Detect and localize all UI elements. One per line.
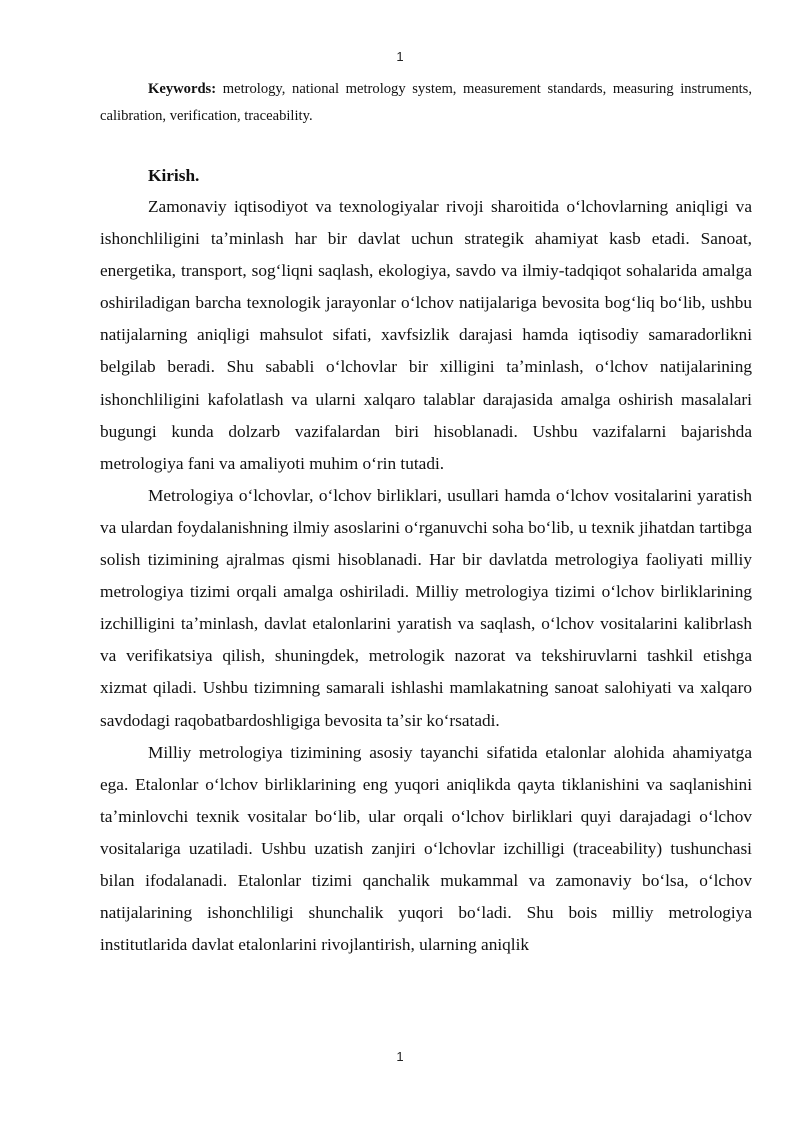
paragraph-1: Zamonaviy iqtisodiyot va texnologiyalar rivoji sharoitida oʻlchovlarning aniqligi va ishonchliligini taʼminlash har bir davlat uchun strategik ahamiyat kasb etadi. Sanoat, energetika, transport, sogʻliqni saqlash, ekologiya, savdo va ilmiy-tadqiqot sohalarida amalga oshiriladigan barcha texnologik jarayonlar oʻlchov natijalariga bevosita bogʻliq boʻlib, ushbu natijalarning aniqligi mahsulot sifati, xavfsizlik darajasi hamda iqtisodiy samaradorlikni belgilab beradi. Shu sababli oʻlchovlar bir xilligini taʼminlash, oʻlchov natijalarining ishonchliligini kafolatlash va ularni xalqaro talablar darajasida amalga oshirish masalalari bugungi kunda dolzarb vazifalardan biri hisoblanadi. Ushbu vazifalarni bajarishda metrologiya fani va amaliyoti muhim oʻrin tutadi.	[100, 197, 752, 473]
page-number-top: 1	[396, 49, 404, 64]
keywords-paragraph	[100, 76, 752, 130]
page-number-bottom: 1	[396, 1049, 404, 1064]
section-heading: Kirish.	[148, 166, 200, 185]
paragraph-3: Milliy metrologiya tizimining asosiy tayanchi sifatida etalonlar alohida ahamiyatga ega. Etalonlar oʻlchov birliklarining eng yuqori aniqlikda qayta tiklanishini va saqlanishini taʼminlovchi texnik vositalar boʻlib, ular orqali oʻlchov birliklari quyi darajadagi oʻlchov vositalariga uzatiladi. Ushbu uzatish zanjiri oʻlchovlar izchilligi (traceability) tushunchasi bilan ifodalanadi. Etalonlar tizimi qanchalik mukammal va zamonaviy boʻlsa, oʻlchov natijalarining ishonchliligi shunchalik yuqori boʻladi. Shu bois milliy metrologiya institutlarida davlat etalonlarini rivojlantirish, ularning aniqlik	[100, 742, 752, 955]
keywords-label: Keywords:	[148, 81, 217, 97]
keywords-text: metrology, national metrology system, measurement standards, measuring instruments, calibration, verification, traceability.	[100, 81, 753, 124]
paragraph-2: Metrologiya oʻlchovlar, oʻlchov birliklari, usullari hamda oʻlchov vositalarini yaratish va ulardan foydalanishning ilmiy asoslarini oʻrganuvchi soha boʻlib, u texnik jihatdan tartibga solish tizimining ajralmas qismi hisoblanadi. Har bir davlatda metrologiya faoliyati milliy metrologiya tizimi orqali amalga oshiriladi. Milliy metrologiya tizimi oʻlchov birliklarining izchilligini taʼminlash, davlat etalonlarini yaratish va saqlash, oʻlchov vositalarini kalibrlash va verifikatsiya qilish, shuningdek, metrologik nazorat va tekshiruvlarni tashkil etishga xizmat qiladi. Ushbu tizimning samarali ishlashi mamlakatning sanoat salohiyati va xalqaro savdodagi raqobatbardoshligiga bevosita taʼsir koʻrsatadi.	[100, 485, 752, 730]
document-body	[100, 76, 752, 961]
